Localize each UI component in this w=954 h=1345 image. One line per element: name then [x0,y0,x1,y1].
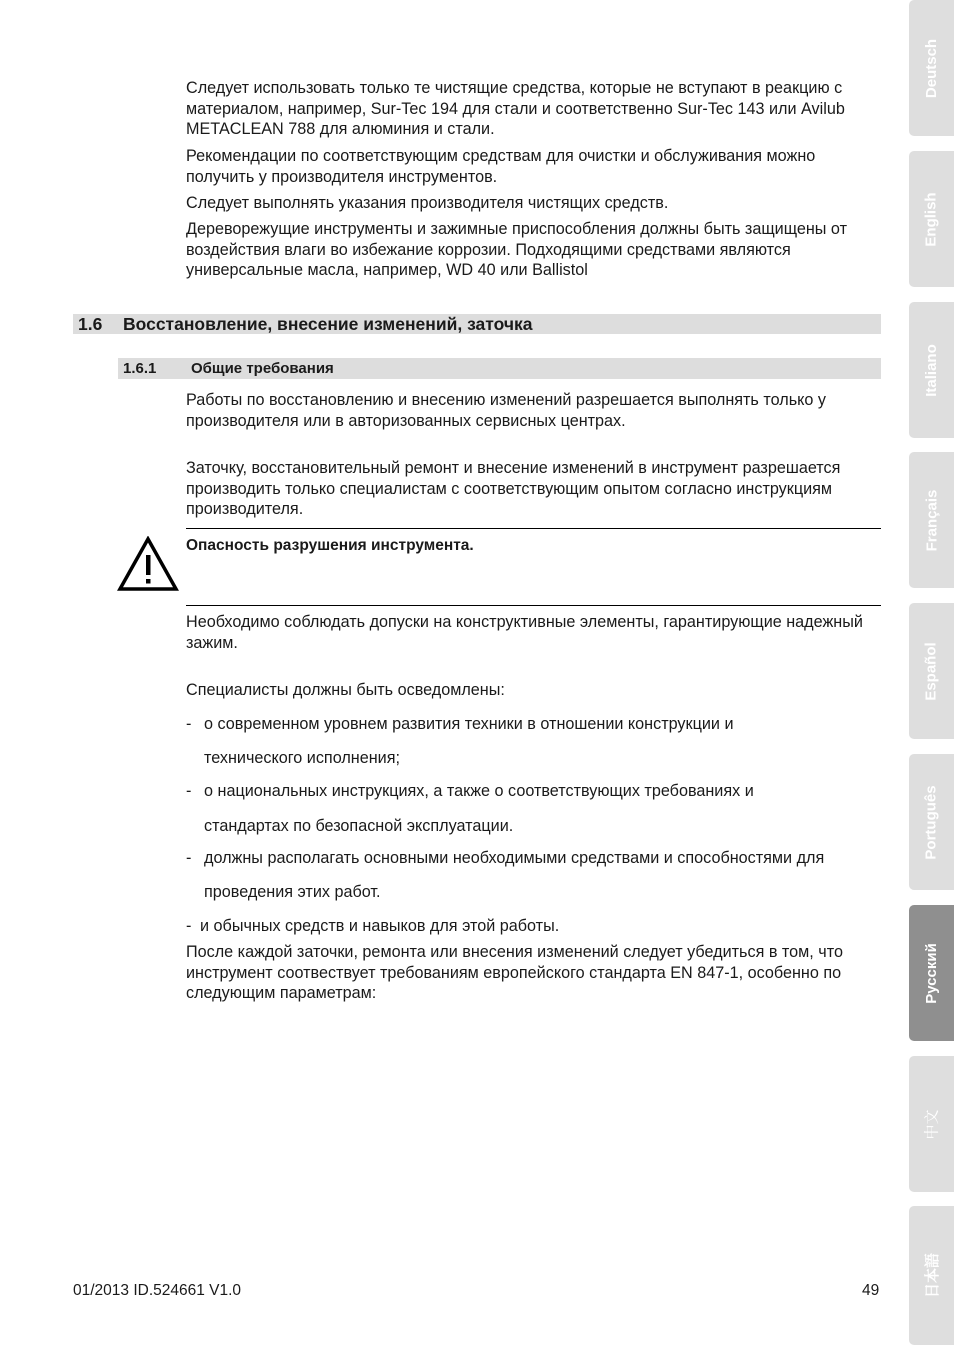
language-tab-label: English [923,191,941,247]
language-tab-russian[interactable] [909,905,954,1041]
list-item-text: стандартах по безопасной эксплуатации. [204,817,514,835]
language-tab-francais[interactable] [909,452,954,588]
language-tab-espanol[interactable] [909,603,954,739]
language-tab-italiano[interactable] [909,302,954,438]
language-tab-label: Português [923,784,940,860]
bullet-dash: - [186,782,192,800]
intro-paragraph-2: Рекомендации по соответствующим средствам для очистки и обслуживания можно получить у производителя инструментов. [186,147,816,186]
subsection-title: Общие требования [191,360,334,377]
language-tab-english[interactable] [909,151,954,287]
section-title: Восстановление, внесение изменений, заточка [123,314,533,334]
language-tab-label: Русский [923,942,941,1004]
language-tab-label: 日本語 [924,1252,942,1299]
tolerance-paragraph: Необходимо соблюдать допуски на конструктивные элементы, гарантирующие надежный зажим. [186,613,863,652]
section-number: 1.6 [78,314,103,334]
warning-bottom-rule [186,605,881,606]
bullet-dash: - [186,715,192,733]
language-tab-label: Italiano [923,343,941,397]
language-tab-label: Español [923,641,941,701]
subsection-number: 1.6.1 [123,360,157,377]
warning-title: Опасность разрушения инструмента. [186,537,474,554]
section-heading [73,314,881,334]
specialists-intro: Специалисты должны быть осведомлены: [186,681,505,699]
language-tab-deutsch[interactable] [909,0,954,136]
warning-top-rule [186,528,881,529]
warning-triangle-icon [117,536,179,592]
bullet-dash: - [186,849,192,867]
body-paragraph-1: Работы по восстановлению и внесению изменений разрешается выполнять только у производителя или в авторизованных сервисных центрах. [186,391,826,430]
page-number: 49 [862,1282,880,1299]
language-tab-label: 中文 [923,1108,941,1140]
bullet-dash: - [186,917,192,935]
intro-paragraph-1: Следует использовать только те чистящие средства, которые не вступают в реакцию с материалом, например, Sur-Tec 194 для стали и соответственно Sur-Tec 143 или Avilub METACLEAN 788 для алюминия и стали. [186,79,845,139]
language-tab-label: Français [923,489,941,551]
list-item-text: о национальных инструкциях, а также о соответствующих требованиях и [204,782,754,800]
language-tab-portugues[interactable] [909,754,954,890]
list-item-text: должны располагать основными необходимыми средствами и способностями для [204,849,825,867]
footer-doc-id: 01/2013 ID.524661 V1.0 [73,1282,242,1299]
list-item-text: технического исполнения; [204,749,400,767]
intro-paragraph-3: Следует выполнять указания производителя чистящих средств. [186,194,669,212]
list-item-text: проведения этих работ. [204,883,381,901]
language-tab-japanese[interactable] [909,1206,954,1345]
subsection-heading [118,358,881,379]
list-item-text: о современном уровнем развития техники в отношении конструкции и [204,715,734,733]
language-tab-label: Deutsch [923,38,940,98]
body-paragraph-2: Заточку, восстановительный ремонт и внесение изменений в инструмент разрешается производить только специалистам с соответствующим опытом согласно инструкциям производителя. [186,459,841,519]
language-tab-chinese[interactable] [909,1056,954,1192]
intro-paragraph-4: Дереворежущие инструменты и зажимные приспособления должны быть защищены от воздействия влаги во избежание коррозии. Подходящими средствами являются универсальные масла, например, WD 40 или Ballistol [186,220,847,280]
list-item-text: и обычных средств и навыков для этой работы. [200,917,560,935]
closing-paragraph: После каждой заточки, ремонта или внесения изменений следует убедиться в том, что инструмент соотвествует требованиям европейского стандарта EN 847-1, особенно по следующим параметрам: [186,943,843,1003]
